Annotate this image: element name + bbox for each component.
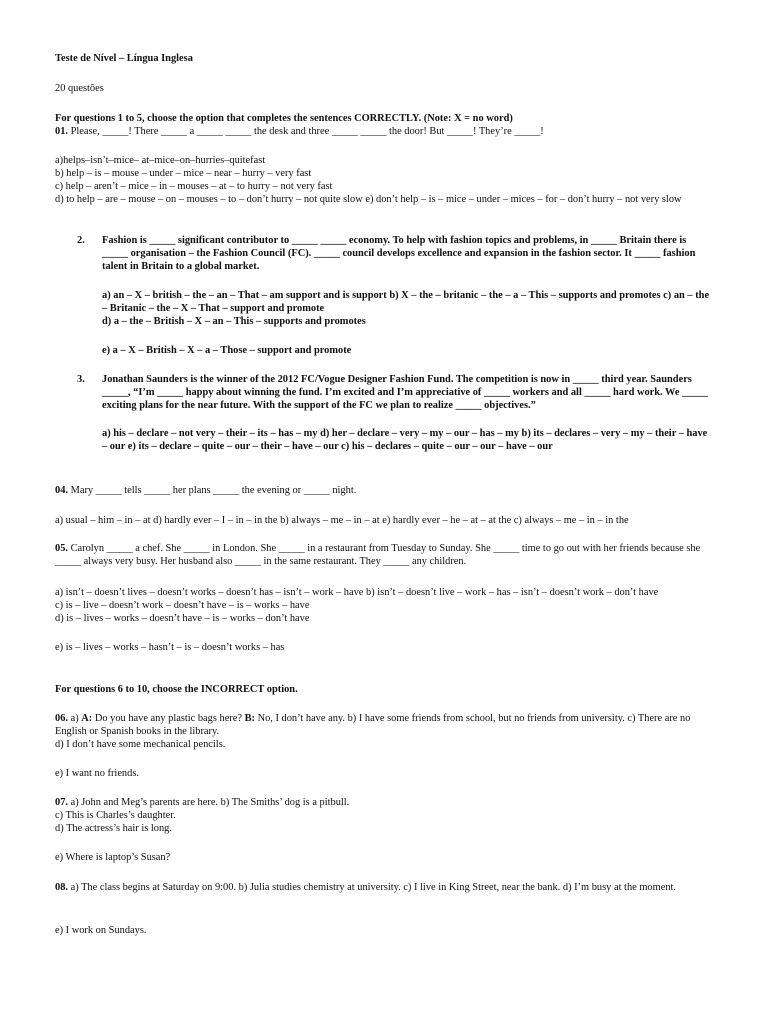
question-6-option-d[interactable]: d) I don’t have some mechanical pencils. (55, 739, 226, 750)
question-6-option-e[interactable]: e) I want no friends. (55, 768, 139, 779)
question-2-stem: Fashion is _____ significant contributor to _____ _____ economy. To help with fashion topics and problems, in _____ Britain there is _____ organisation – the Fashion Council (FC). _____ council develops excellence and expansion in the fashion sector. It _____ fashion talent in Britain to a global market. (102, 235, 696, 272)
question-3 (77, 373, 714, 453)
page-subtitle: 20 questões (55, 83, 104, 94)
question-7-option-e[interactable]: e) Where is laptop’s Susan? (55, 852, 171, 863)
option-e[interactable]: e) a – X – British – X – a – Those – support and promote (102, 345, 352, 356)
option-d[interactable]: d) a – the – British – X – an – This – supports and promotes (102, 316, 366, 327)
option-c[interactable]: c) help – aren’t – mice – in – mouses – at – to hurry – not very fast (55, 181, 333, 192)
section1-instruction: For questions 1 to 5, choose the option that completes the sentences CORRECTLY. (Note: X = no word) (55, 113, 513, 124)
question-7-option-d[interactable]: d) The actress’s hair is long. (55, 823, 172, 834)
question-2-number: 2. (77, 235, 85, 246)
question-1-options (55, 154, 715, 206)
option-a[interactable]: a)helps–isn’t–mice– at–mice–on–hurries–quitefast (55, 155, 266, 166)
question-7-stem: 07. a) John and Meg’s parents are here. b) The Smiths’ dog is a pitbull. (55, 797, 350, 808)
option-a-b-c[interactable]: a) an – X – british – the – an – That – am support and is support b) X – the – britanic – the – a – This – supports and promotes c) an – the – Britanic – the – X – That – support and promote (102, 290, 710, 314)
question-4-stem: 04. Mary _____ tells _____ her plans _____ the evening or _____ night. (55, 485, 357, 496)
option-d[interactable]: d) is – lives – works – doesn’t have – is – works – don’t have (55, 613, 310, 624)
question-3-stem: Jonathan Saunders is the winner of the 2012 FC/Vogue Designer Fashion Fund. The competition is now in _____ third year. Saunders _____, “I’m _____ happy about winning the fund. I’m excited and I’m appreciative of _____ workers and all _____ hard work. We _____ exciting plans for the near future. With the support of the FC we plan to realize _____ objectives.” (102, 374, 709, 411)
question-4-options[interactable]: a) usual – him – in – at d) hardly ever – I – in – in the b) always – me – in – at e) hardly ever – he – at – at the c) always – me – in – in the (55, 515, 629, 526)
option-b[interactable]: b) help – is – mouse – under – mice – near – hurry – very fast (55, 168, 312, 179)
question-6-stem: 06. a) A: Do you have any plastic bags here? B: No, I don’t have any. b) I have some friends from school, but no friends from university. c) There are no English or Spanish books in the library. (55, 713, 691, 737)
question-5-options (55, 586, 715, 654)
question-5-stem: 05. Carolyn _____ a chef. She _____ in London. She _____ in a restaurant from Tuesday to Sunday. She _____ time to go out with her friends because she _____ always very busy. Her husband also _____ in the same restaurant. They _____ any children. (55, 543, 701, 567)
option-c[interactable]: c) is – live – doesn’t work – doesn’t have – is – works – have (55, 600, 310, 611)
page-title: Teste de Nível – Língua Inglesa (55, 53, 193, 64)
question-1-stem: 01. Please, _____! There _____ a _____ _____ the desk and three _____ _____ the door! But _____! They’re _____! (55, 126, 544, 137)
section2-instruction: For questions 6 to 10, choose the INCORRECT option. (55, 684, 298, 695)
option-e[interactable]: e) is – lives – works – hasn’t – is – doesn’t works – has (55, 642, 285, 653)
question-8-option-e[interactable]: e) I work on Sundays. (55, 925, 147, 936)
question-3-options[interactable]: a) his – declare – not very – their – its – has – my d) her – declare – very – my – our – has – my b) its – declares – very – my – their – have – our e) its – declare – quite – our – their – have – our c) his – declares – quite – our – our – have – our (102, 428, 708, 452)
option-d-e[interactable]: d) to help – are – mouse – on – mouses – to – don’t hurry – not quite slow e) don’t help – is – mice – under – mices – for – don’t hurry – not very slow (55, 194, 682, 205)
option-a-b[interactable]: a) isn’t – doesn’t lives – doesn’t works – doesn’t has – isn’t – work – have b) isn’t – doesn’t live – work – has – isn’t – doesn’t work – don’t have (55, 587, 659, 598)
question-7-option-c[interactable]: c) This is Charles’s daughter. (55, 810, 176, 821)
question-2 (77, 234, 714, 357)
question-8-stem: 08. a) The class begins at Saturday on 9:00. b) Julia studies chemistry at university. c) I live in King Street, near the bank. d) I’m busy at the moment. (55, 882, 676, 893)
question-3-number: 3. (77, 374, 85, 385)
